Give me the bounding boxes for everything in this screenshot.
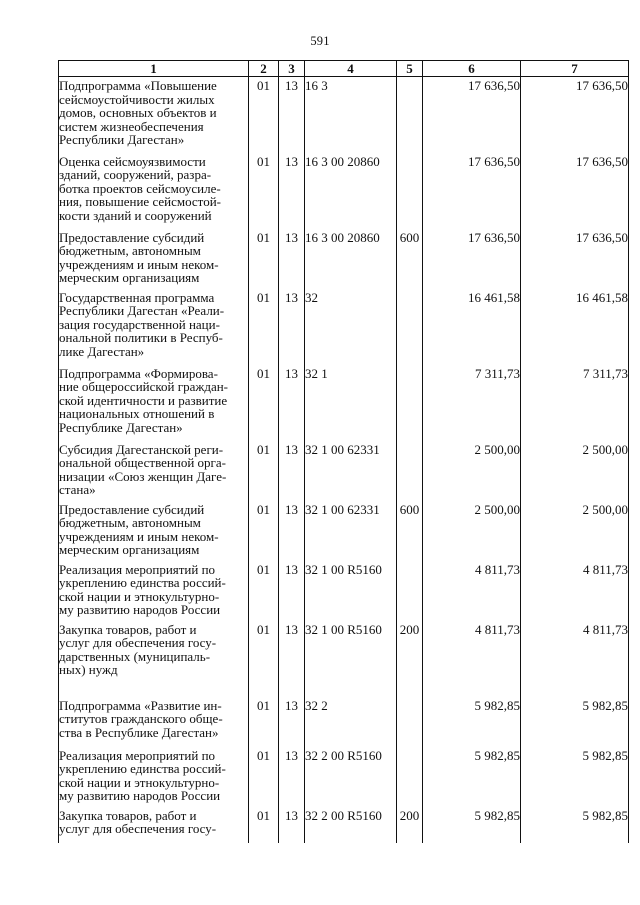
expense-type-value (397, 77, 422, 79)
subsection-code-cell (279, 153, 305, 229)
target-article-value: 32 (305, 289, 318, 305)
amount-value: 17 636,50 (468, 78, 520, 93)
item-name-line: ститутов гражданского обще- (59, 711, 223, 727)
item-name-line: лике Дагестан» (59, 343, 145, 359)
budget-table (58, 60, 629, 843)
item-name-line: ской нации и этнокультурно- (59, 588, 220, 604)
target-article-value: 32 1 00 62331 (305, 441, 380, 457)
item-name-line: Подпрограмма «Формирова- (59, 365, 218, 381)
section-code-cell (249, 229, 279, 289)
subsection-code-cell (279, 807, 305, 843)
amount-cell (521, 229, 629, 289)
item-name-line: зация государственной наци- (59, 316, 220, 332)
subsection-code-cell (279, 697, 305, 747)
amount-cell (423, 441, 521, 501)
amount-value: 2 500,00 (582, 501, 628, 517)
amount-value: 5 982,85 (474, 807, 520, 823)
subsection-code-value: 13 (285, 289, 298, 305)
column-header: 5 (397, 61, 423, 77)
subsection-code-value: 13 (285, 747, 298, 763)
amount-value: 5 982,85 (582, 807, 628, 823)
expense-type-value: 200 (399, 621, 420, 637)
section-code-cell (249, 501, 279, 561)
item-name-line: укреплению единства россий- (59, 761, 226, 777)
section-code-value: 01 (257, 441, 270, 457)
target-article-cell (305, 697, 397, 747)
expense-type-cell (397, 747, 423, 807)
amount-value: 7 311,73 (474, 365, 520, 381)
item-name-line: Предоставление субсидий (59, 501, 205, 517)
table-header-row (59, 61, 629, 77)
item-name-line: мерческим организациям (59, 270, 200, 286)
target-article-value: 32 1 00 62331 (305, 501, 380, 517)
amount-value: 2 500,00 (582, 441, 628, 457)
column-header: 4 (305, 61, 397, 77)
table-row (59, 501, 629, 561)
target-article-cell (305, 289, 397, 365)
target-article-cell (305, 621, 397, 697)
target-article-cell (305, 441, 397, 501)
item-name-line: национальных отношений в (59, 406, 215, 422)
item-name-line: учреждениям и иным неком- (59, 528, 219, 544)
amount-cell (521, 747, 629, 807)
amount-cell (423, 561, 521, 621)
expense-type-value (397, 441, 422, 443)
item-name-line: домов, основных объектов и (59, 105, 217, 121)
amount-value: 5 982,85 (582, 697, 628, 713)
expense-type-cell (397, 441, 423, 501)
table-row (59, 153, 629, 229)
amount-cell (423, 747, 521, 807)
column-header: 7 (521, 61, 629, 77)
target-article-cell (305, 365, 397, 441)
amount-value: 4 811,73 (582, 561, 628, 577)
item-name-cell (59, 289, 249, 365)
table-body (59, 77, 629, 843)
table-row (59, 229, 629, 289)
table-row (59, 441, 629, 501)
amount-value: 2 500,00 (474, 501, 520, 517)
expense-type-cell (397, 153, 423, 229)
amount-cell (521, 501, 629, 561)
amount-value: 17 636,50 (468, 153, 520, 169)
item-name-cell (59, 561, 249, 621)
item-name-line: ской нации и этнокультурно- (59, 774, 220, 790)
item-name-line: бюджетным, автономным (59, 243, 201, 259)
amount-value: 4 811,73 (474, 561, 520, 577)
target-article-cell (305, 501, 397, 561)
item-name-line: стана» (59, 482, 96, 498)
item-name-line: ства в Республике Дагестан» (59, 724, 219, 740)
item-name-line: укреплению единства россий- (59, 575, 226, 591)
page-number: 591 (310, 34, 330, 48)
table-row (59, 77, 629, 153)
expense-type-value: 200 (399, 807, 420, 823)
item-name-line: дарственных (муниципаль- (59, 648, 211, 664)
amount-cell (521, 697, 629, 747)
section-code-cell (249, 441, 279, 501)
expense-type-cell (397, 501, 423, 561)
item-name-line: Оценка сейсмоуязвимости (59, 153, 206, 169)
target-article-value: 16 3 (305, 78, 328, 93)
subsection-code-value: 13 (285, 621, 298, 637)
item-name-line: услуг для обеспечения госу- (59, 635, 217, 651)
subsection-code-value: 13 (285, 561, 298, 577)
table-row (59, 747, 629, 807)
amount-cell (423, 229, 521, 289)
column-header: 1 (59, 61, 249, 77)
item-name-line: ние общероссийской граждан- (59, 379, 228, 395)
target-article-value: 16 3 00 20860 (305, 153, 380, 169)
table-row (59, 561, 629, 621)
expense-type-cell (397, 365, 423, 441)
section-code-value: 01 (257, 807, 270, 823)
section-code-cell (249, 621, 279, 697)
item-name-line: ботка проектов сейсмоусиле- (59, 180, 221, 196)
item-name-cell (59, 747, 249, 807)
subsection-code-cell (279, 621, 305, 697)
amount-value: 17 636,50 (468, 229, 520, 245)
item-name-cell (59, 365, 249, 441)
item-name-line: Реализация мероприятий по (59, 747, 216, 763)
amount-cell (521, 365, 629, 441)
item-name-line: ональной общественной орга- (59, 455, 226, 471)
item-name-line: систем жизнеобеспечения (59, 118, 204, 134)
item-name-line: сейсмоустойчивости жилых (59, 91, 215, 107)
amount-cell (521, 77, 629, 153)
target-article-value: 32 1 00 R5160 (305, 561, 382, 577)
table-row (59, 807, 629, 843)
table-row (59, 289, 629, 365)
subsection-code-cell (279, 501, 305, 561)
subsection-code-cell (279, 441, 305, 501)
item-name-line: Подпрограмма «Развитие ин- (59, 697, 222, 713)
amount-value: 17 636,50 (576, 229, 628, 245)
amount-cell (423, 807, 521, 843)
target-article-value: 32 2 (305, 697, 328, 713)
amount-cell (521, 289, 629, 365)
amount-cell (521, 621, 629, 697)
amount-cell (423, 501, 521, 561)
expense-type-value (397, 747, 422, 749)
amount-cell (423, 621, 521, 697)
target-article-cell (305, 561, 397, 621)
item-name-line: Субсидия Дагестанской реги- (59, 441, 224, 457)
section-code-cell (249, 289, 279, 365)
item-name-cell (59, 501, 249, 561)
section-code-value: 01 (257, 229, 270, 245)
amount-cell (423, 77, 521, 153)
amount-cell (423, 365, 521, 441)
amount-value: 16 461,58 (576, 289, 628, 305)
item-name-line: учреждениям и иным неком- (59, 256, 219, 272)
target-article-value: 16 3 00 20860 (305, 229, 380, 245)
item-name-line: Предоставление субсидий (59, 229, 205, 245)
item-name-cell (59, 153, 249, 229)
amount-cell (423, 289, 521, 365)
expense-type-value (397, 153, 422, 155)
section-code-value: 01 (257, 153, 270, 169)
section-code-cell (249, 747, 279, 807)
item-name-cell (59, 807, 249, 843)
amount-value: 5 982,85 (474, 747, 520, 763)
item-name-line: Закупка товаров, работ и (59, 807, 197, 823)
item-name-line: му развитию народов России (59, 788, 221, 804)
subsection-code-value: 13 (285, 153, 298, 169)
subsection-code-value: 13 (285, 78, 298, 93)
amount-cell (423, 153, 521, 229)
expense-type-cell (397, 697, 423, 747)
amount-cell (521, 561, 629, 621)
section-code-cell (249, 153, 279, 229)
expense-type-value: 600 (399, 229, 420, 245)
item-name-line: зданий, сооружений, разра- (59, 167, 212, 183)
item-name-line: низации «Союз женщин Даге- (59, 468, 227, 484)
subsection-code-cell (279, 229, 305, 289)
item-name-cell (59, 229, 249, 289)
section-code-value: 01 (257, 365, 270, 381)
subsection-code-value: 13 (285, 365, 298, 381)
item-name-line: Реализация мероприятий по (59, 561, 216, 577)
expense-type-cell (397, 77, 423, 153)
amount-value: 17 636,50 (576, 78, 628, 93)
subsection-code-value: 13 (285, 441, 298, 457)
amount-value: 16 461,58 (468, 289, 520, 305)
amount-value: 17 636,50 (576, 153, 628, 169)
target-article-value: 32 2 00 R5160 (305, 747, 382, 763)
item-name-line: Закупка товаров, работ и (59, 621, 197, 637)
item-name-line: ных) нужд (59, 662, 118, 678)
item-name-line: мерческим организациям (59, 542, 200, 558)
subsection-code-cell (279, 365, 305, 441)
table-row (59, 697, 629, 747)
amount-value: 5 982,85 (474, 697, 520, 713)
amount-cell (521, 153, 629, 229)
expense-type-value (397, 561, 422, 563)
amount-cell (521, 441, 629, 501)
item-name-line: Республики Дагестан «Реали- (59, 303, 225, 319)
column-header: 6 (423, 61, 521, 77)
item-name-line: Республики Дагестан» (59, 132, 185, 148)
section-code-cell (249, 807, 279, 843)
target-article-cell (305, 77, 397, 153)
section-code-value: 01 (257, 78, 270, 93)
item-name-cell (59, 621, 249, 697)
amount-cell (423, 697, 521, 747)
target-article-value: 32 1 (305, 365, 328, 381)
target-article-cell (305, 229, 397, 289)
expense-type-cell (397, 807, 423, 843)
section-code-cell (249, 365, 279, 441)
item-name-line: ской идентичности и развитие (59, 392, 228, 408)
item-name-line: ональной политики в Респуб- (59, 330, 223, 346)
section-code-cell (249, 697, 279, 747)
section-code-value: 01 (257, 621, 270, 637)
subsection-code-cell (279, 77, 305, 153)
item-name-line: Государственная программа (59, 289, 215, 305)
column-header: 2 (249, 61, 279, 77)
target-article-cell (305, 807, 397, 843)
section-code-value: 01 (257, 289, 270, 305)
amount-value: 4 811,73 (474, 621, 520, 637)
expense-type-value (397, 289, 422, 291)
expense-type-cell (397, 229, 423, 289)
amount-value: 2 500,00 (474, 441, 520, 457)
amount-value: 5 982,85 (582, 747, 628, 763)
expense-type-cell (397, 289, 423, 365)
subsection-code-cell (279, 561, 305, 621)
item-name-line: кости зданий и сооружений (59, 207, 212, 223)
item-name-cell (59, 77, 249, 153)
section-code-value: 01 (257, 697, 270, 713)
subsection-code-value: 13 (285, 697, 298, 713)
subsection-code-value: 13 (285, 501, 298, 517)
expense-type-value (397, 365, 422, 367)
subsection-code-value: 13 (285, 229, 298, 245)
subsection-code-cell (279, 747, 305, 807)
expense-type-cell (397, 561, 423, 621)
item-name-line: бюджетным, автономным (59, 515, 201, 531)
amount-cell (521, 807, 629, 843)
expense-type-value (397, 697, 422, 699)
item-name-line: услуг для обеспечения госу- (59, 821, 217, 837)
subsection-code-value: 13 (285, 807, 298, 823)
amount-value: 4 811,73 (582, 621, 628, 637)
target-article-value: 32 1 00 R5160 (305, 621, 382, 637)
item-name-line: Республике Дагестан» (59, 419, 183, 435)
target-article-cell (305, 747, 397, 807)
item-name-line: Подпрограмма «Повышение (59, 78, 217, 93)
column-header: 3 (279, 61, 305, 77)
table-row (59, 365, 629, 441)
table-row (59, 621, 629, 697)
target-article-value: 32 2 00 R5160 (305, 807, 382, 823)
subsection-code-cell (279, 289, 305, 365)
item-name-line: му развитию народов России (59, 602, 221, 618)
item-name-cell (59, 697, 249, 747)
target-article-cell (305, 153, 397, 229)
section-code-cell (249, 561, 279, 621)
expense-type-value: 600 (399, 501, 420, 517)
item-name-cell (59, 441, 249, 501)
section-code-value: 01 (257, 501, 270, 517)
amount-value: 7 311,73 (582, 365, 628, 381)
item-name-line: ния, повышение сейсмостой- (59, 194, 221, 210)
section-code-value: 01 (257, 561, 270, 577)
expense-type-cell (397, 621, 423, 697)
section-code-value: 01 (257, 747, 270, 763)
section-code-cell (249, 77, 279, 153)
